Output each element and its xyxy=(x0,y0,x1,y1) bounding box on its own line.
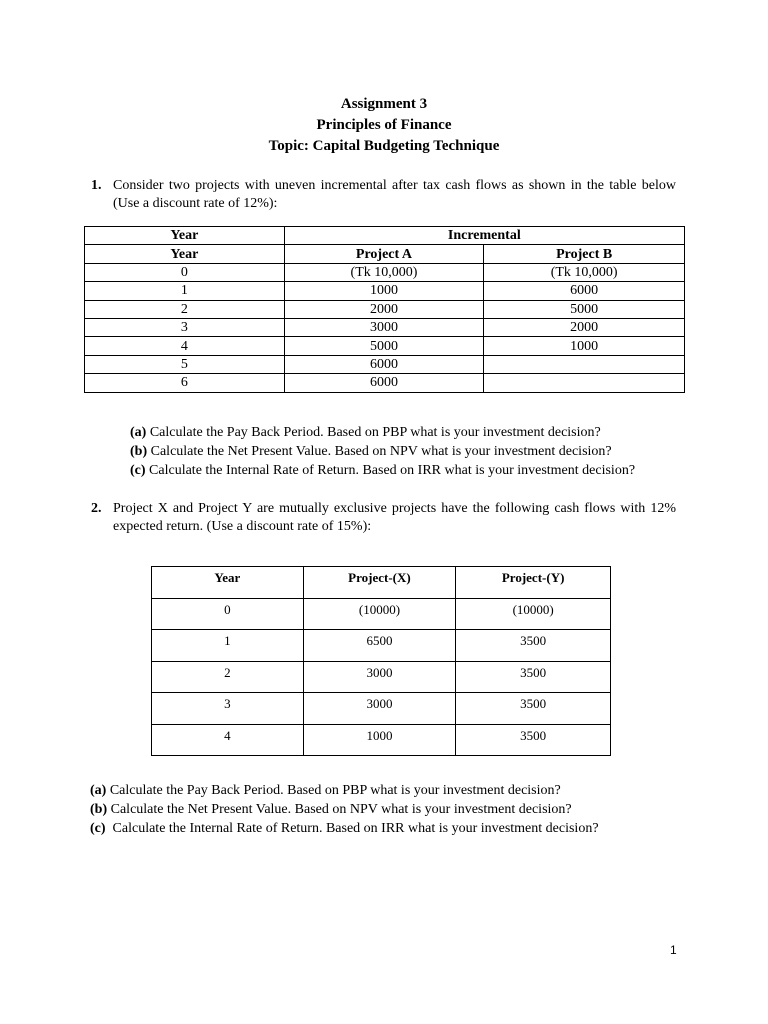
subquestion-text: Calculate the Internal Rate of Return. Based on IRR what is your investment decision? xyxy=(145,463,636,478)
cell-project-b: (Tk 10,000) xyxy=(484,263,685,281)
cell-project-a: 1000 xyxy=(284,282,484,300)
subquestion-label: (a) xyxy=(130,425,147,440)
subquestion-label: (c) xyxy=(90,821,106,836)
cash-flow-table-1 xyxy=(84,226,685,393)
question-1-number: 1. xyxy=(91,178,102,193)
cell-project-b: 6000 xyxy=(484,282,685,300)
cell-year: 1 xyxy=(152,630,304,662)
topic-title: Topic: Capital Budgeting Technique xyxy=(268,138,500,154)
subquestion-b xyxy=(90,800,599,819)
cell-year: 2 xyxy=(152,661,304,693)
table2-header-year: Year xyxy=(152,567,304,599)
subquestion-c xyxy=(90,819,599,838)
table-row xyxy=(152,630,611,662)
cell-project-y: 3500 xyxy=(456,661,611,693)
cell-project-a: 5000 xyxy=(284,337,484,355)
cell-year: 2 xyxy=(85,300,285,318)
subquestion-a xyxy=(130,423,635,442)
page-number: 1 xyxy=(670,943,677,957)
cell-year: 6 xyxy=(85,374,285,392)
subquestion-label: (b) xyxy=(130,444,148,459)
question-2-number: 2. xyxy=(91,501,102,516)
table1-header-incremental: Incremental xyxy=(284,227,684,245)
assignment-title: Assignment 3 xyxy=(340,96,428,112)
cell-year: 1 xyxy=(85,282,285,300)
cell-project-y: 3500 xyxy=(456,724,611,756)
table-row xyxy=(85,337,685,355)
cell-project-b xyxy=(484,374,685,392)
cell-project-y: 3500 xyxy=(456,693,611,725)
subquestion-text: Calculate the Net Present Value. Based on NPV what is your investment decision? xyxy=(147,444,612,459)
subquestion-text: Calculate the Net Present Value. Based on NPV what is your investment decision? xyxy=(107,802,572,817)
subquestion-label: (c) xyxy=(130,463,146,478)
cell-project-a: 3000 xyxy=(284,318,484,336)
cell-project-x: 6500 xyxy=(303,630,456,662)
cell-project-x: 3000 xyxy=(303,661,456,693)
table1-header-year: Year xyxy=(85,227,285,245)
cell-project-x: (10000) xyxy=(303,598,456,630)
table-row xyxy=(85,355,685,373)
cell-year: 3 xyxy=(85,318,285,336)
cell-project-a: 2000 xyxy=(284,300,484,318)
cell-project-a: 6000 xyxy=(284,374,484,392)
subquestion-text: Calculate the Pay Back Period. Based on PBP what is your investment decision? xyxy=(146,425,601,440)
table1-header-project-b: Project B xyxy=(484,245,685,263)
table-row xyxy=(152,661,611,693)
subquestion-c xyxy=(130,461,635,480)
course-title: Principles of Finance xyxy=(316,117,452,133)
subquestion-text: Calculate the Pay Back Period. Based on PBP what is your investment decision? xyxy=(106,783,561,798)
cell-year: 0 xyxy=(152,598,304,630)
table-row xyxy=(85,282,685,300)
table2-header-project-y: Project-(Y) xyxy=(456,567,611,599)
cell-year: 0 xyxy=(85,263,285,281)
subquestion-text: Calculate the Internal Rate of Return. Based on IRR what is your investment decision? xyxy=(105,821,599,836)
cell-project-b: 5000 xyxy=(484,300,685,318)
table1-subheader-year: Year xyxy=(85,245,285,263)
cell-year: 4 xyxy=(85,337,285,355)
question-2-text: Project X and Project Y are mutually exclusive projects have the following cash flows with 12% expected return. (Use a discount rate of 15%): xyxy=(113,501,676,534)
table-row xyxy=(152,724,611,756)
question-1-text: Consider two projects with uneven incremental after tax cash flows as shown in the table below (Use a discount rate of 12%): xyxy=(113,178,676,211)
subquestion-label: (a) xyxy=(90,783,107,798)
cash-flow-table-2 xyxy=(151,566,611,756)
question-2-subquestions xyxy=(90,781,599,838)
table-row xyxy=(152,598,611,630)
cell-year: 4 xyxy=(152,724,304,756)
cell-project-a: (Tk 10,000) xyxy=(284,263,484,281)
cell-project-y: (10000) xyxy=(456,598,611,630)
question-1-subquestions xyxy=(130,423,635,480)
table2-header-project-x: Project-(X) xyxy=(303,567,456,599)
cell-project-b: 1000 xyxy=(484,337,685,355)
table-row xyxy=(85,263,685,281)
subquestion-b xyxy=(130,442,635,461)
cell-year: 3 xyxy=(152,693,304,725)
subquestion-a xyxy=(90,781,599,800)
table-row xyxy=(85,300,685,318)
table1-header-project-a: Project A xyxy=(284,245,484,263)
table-row xyxy=(85,318,685,336)
cell-project-x: 1000 xyxy=(303,724,456,756)
cell-project-x: 3000 xyxy=(303,693,456,725)
cell-project-y: 3500 xyxy=(456,630,611,662)
table-row xyxy=(152,693,611,725)
cell-project-b xyxy=(484,355,685,373)
cell-project-a: 6000 xyxy=(284,355,484,373)
cell-project-b: 2000 xyxy=(484,318,685,336)
table-row xyxy=(85,374,685,392)
subquestion-label: (b) xyxy=(90,802,108,817)
cell-year: 5 xyxy=(85,355,285,373)
